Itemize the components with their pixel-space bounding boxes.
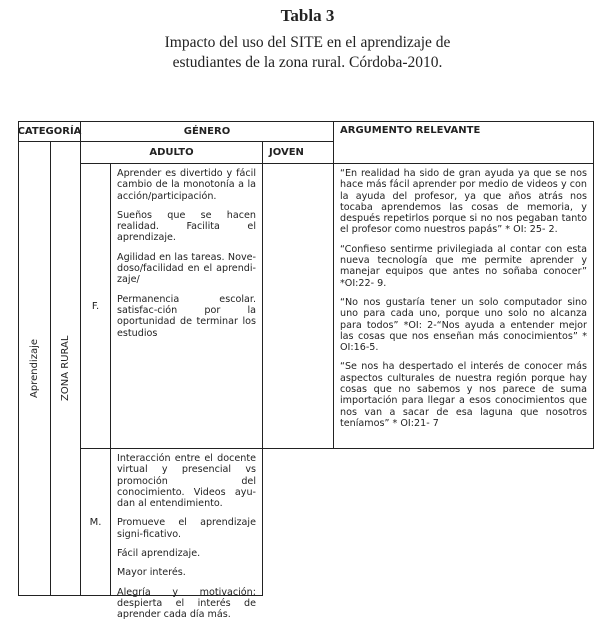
adulto-m-cell [110, 448, 263, 621]
header-categoria: CATEGORÍA [18, 121, 81, 142]
header-genero: GÉNERO [80, 121, 334, 142]
table-caption-line1: Impacto del uso del SITE en el aprendizaje de [164, 34, 451, 51]
header-argumento: ARGUMENTO RELEVANTE [333, 121, 594, 164]
argument-quote: “Se nos ha despertado el interés de conocer más aspectos culturales de nuestra región porque hay cosas que no sabemos y nos parece de suma importación para llegar a esos conocimientos que nos van a sacar de esa laguna que nosotros teníamos” * OI:21- 7 [340, 361, 587, 429]
adulto-item: Interacción entre el docente virtual y presencial vs promoción del conocimiento. Videos ayu-dan al entendimiento. [117, 453, 256, 510]
header-joven: JOVEN [262, 141, 334, 164]
table-label: Tabla 3 [280, 6, 335, 25]
empty-m-cell [262, 448, 594, 596]
adulto-item: Alegría y motivación; despierta el interés de aprender cada día más. [117, 586, 256, 621]
adulto-item: Agilidad en las tareas. Nove-doso/facilidad en el aprendi-zaje/ [117, 251, 256, 286]
argument-quote: “En realidad ha sido de gran ayuda ya que se nos hace más fácil aprender por medio de videos y con la ayuda del profesor, ya que años atrás nos tocaba aprendemos las cosas de memoria, y después repetirlos porque si no nos pegaban tanto el profesor como nuestros papás” * OI: 25- 2. [340, 168, 587, 236]
adulto-item: Mayor interés. [117, 567, 186, 579]
gender-f: F. [80, 163, 111, 449]
table-caption-line2: estudiantes de la zona rural. Córdoba-2010. [172, 54, 443, 71]
gender-m: M. [80, 448, 111, 596]
category-cell: Aprendizaje [18, 141, 51, 596]
zone-cell: ZONA RURAL [50, 141, 81, 596]
argument-quote: “Confieso sentirme privilegiada al contar con esta nueva tecnología que me permite aprender y manejar equipos que antes no soñaba conocer” *OI:22- 9. [340, 243, 587, 289]
argumento-f-cell [333, 163, 594, 449]
adulto-item: Fácil aprendizaje. [117, 548, 201, 560]
joven-f-cell [262, 163, 334, 449]
argument-quote: “No nos gustaría tener un solo computador sino uno para cada uno, porque uno solo no alcanza para todos” *OI: 2-“Nos ayuda a entender mejor las cosas que nos enseñan más conocimientos” * OI:16-5. [340, 296, 587, 354]
header-adulto: ADULTO [80, 141, 263, 164]
adulto-f-cell [110, 163, 263, 449]
adulto-item: Sueños que se hacen realidad. Facilita el aprendizaje. [117, 209, 256, 244]
adulto-item: Permanencia escolar. satisfac-ción por la oportunidad de terminar los estudios [117, 293, 256, 339]
adulto-item: Aprender es divertido y fácil cambio de la monotonía a la acción/participación. [117, 168, 256, 202]
adulto-item: Promueve el aprendizaje signi-ficativo. [117, 517, 256, 540]
